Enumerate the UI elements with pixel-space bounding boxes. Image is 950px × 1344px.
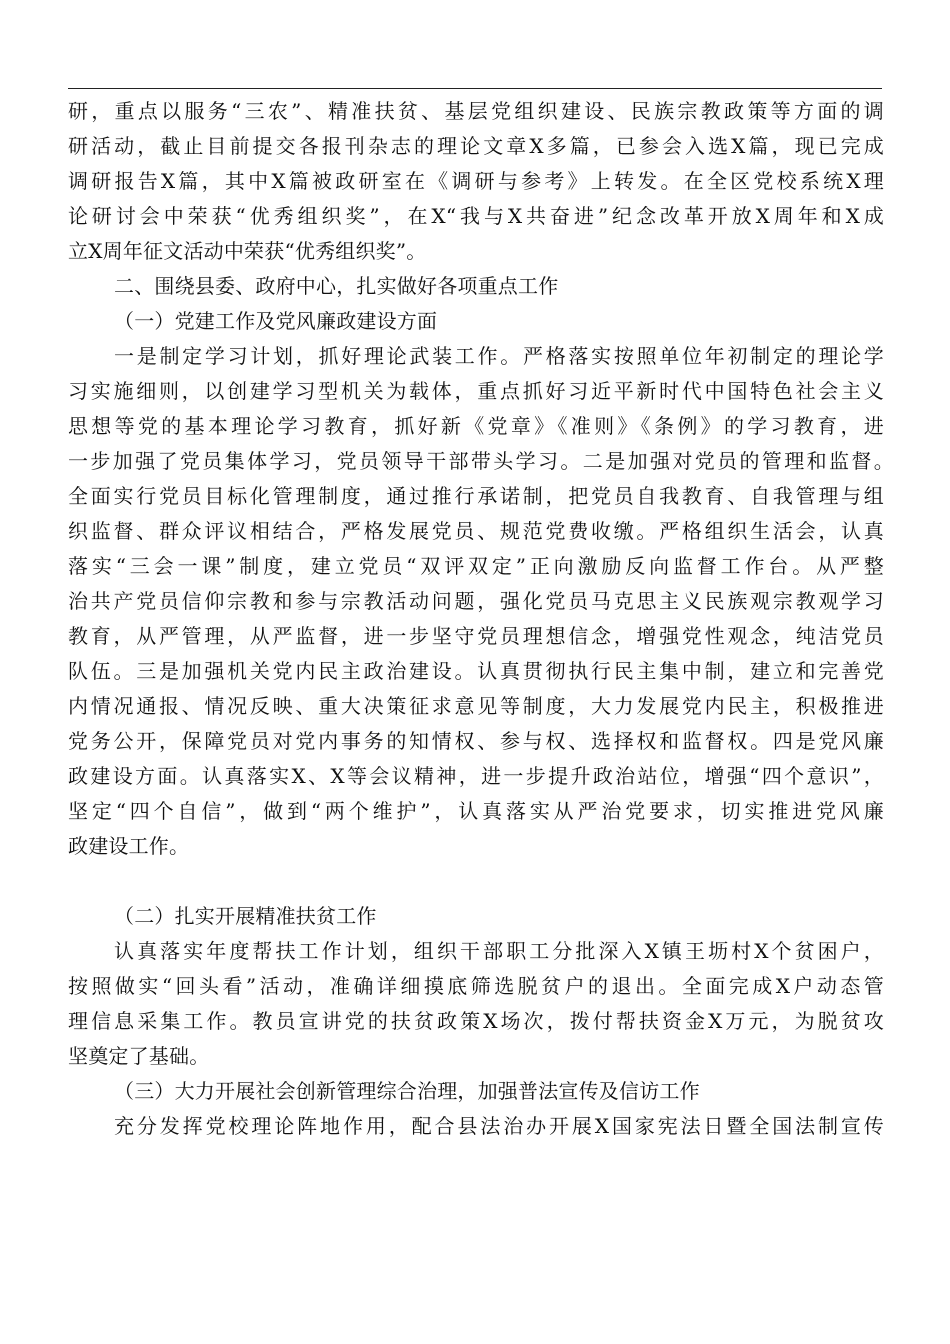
text-line: 按照做实“回头看”活动，准确详细摸底筛选脱贫户的退出。全面完成X户动态管 — [68, 974, 884, 998]
text-line: 认真落实年度帮扶工作计划，组织干部职工分批深入X镇王坜村X个贫困户， — [114, 939, 884, 963]
paragraph-gap — [68, 864, 898, 899]
text-line: 一是制定学习计划，抓好理论武装工作。严格落实按照单位年初制定的理论学 — [114, 344, 884, 368]
section-heading: 二、围绕县委、政府中心，扎实做好各项重点工作 — [114, 274, 559, 298]
text-line: 全面实行党员目标化管理制度，通过推行承诺制，把党员自我教育、自我管理与组 — [68, 484, 884, 508]
text-line: 思想等党的基本理论学习教育，抓好新《党章》《准则》《条例》的学习教育，进 — [68, 414, 884, 438]
text-line: 政建设工作。 — [68, 834, 190, 858]
subsection-heading: （一）党建工作及党风廉政建设方面 — [114, 309, 438, 333]
text-line: 理信息采集工作。教员宣讲党的扶贫政策X场次，拨付帮扶资金X万元，为脱贫攻 — [68, 1009, 884, 1033]
text-line: 政建设方面。认真落实X、X等会议精神，进一步提升政治站位，增强“四个意识”， — [68, 764, 884, 788]
text-line: 一步加强了党员集体学习，党员领导干部带头学习。二是加强对党员的管理和监督。 — [68, 449, 894, 473]
text-line: 教育，从严管理，从严监督，进一步坚守党员理想信念，增强党性观念，纯洁党员 — [68, 624, 884, 648]
text-line: 落实“三会一课”制度，建立党员“双评双定”正向激励反向监督工作台。从严整 — [68, 554, 884, 578]
text-line: 立X周年征文活动中荣获“优秀组织奖”。 — [68, 239, 427, 263]
text-line: 坚奠定了基础。 — [68, 1044, 210, 1068]
text-line: 治共产党员信仰宗教和参与宗教活动问题，强化党员马克思主义民族观宗教观学习 — [68, 589, 884, 613]
header-rule — [68, 88, 882, 89]
subsection-heading: （二）扎实开展精准扶贫工作 — [114, 904, 377, 928]
subsection-heading: （三）大力开展社会创新管理综合治理，加强普法宣传及信访工作 — [114, 1079, 700, 1103]
text-line: 队伍。三是加强机关党内民主政治建设。认真贯彻执行民主集中制，建立和完善党 — [68, 659, 884, 683]
document-body — [68, 94, 898, 1144]
text-line: 调研报告X篇，其中X篇被政研室在《调研与参考》上转发。在全区党校系统X理 — [68, 169, 884, 193]
text-line: 织监督、群众评议相结合，严格发展党员、规范党费收缴。严格组织生活会，认真 — [68, 519, 884, 543]
text-line: 内情况通报、情况反映、重大决策征求意见等制度，大力发展党内民主，积极推进 — [68, 694, 884, 718]
text-line: 研活动，截止目前提交各报刊杂志的理论文章X多篇，已参会入选X篇，现已完成 — [68, 134, 884, 158]
text-line: 习实施细则，以创建学习型机关为载体，重点抓好习近平新时代中国特色社会主义 — [68, 379, 884, 403]
text-line: 充分发挥党校理论阵地作用，配合县法治办开展X国家宪法日暨全国法制宣传 — [114, 1114, 884, 1138]
text-line: 坚定“四个自信”，做到“两个维护”，认真落实从严治党要求，切实推进党风廉 — [68, 799, 884, 823]
text-line: 党务公开，保障党员对党内事务的知情权、参与权、选择权和监督权。四是党风廉 — [68, 729, 884, 753]
text-line: 论研讨会中荣获“优秀组织奖”，在X“我与X共奋进”纪念改革开放X周年和X成 — [68, 204, 884, 228]
text-line: 研，重点以服务“三农”、精准扶贫、基层党组织建设、民族宗教政策等方面的调 — [68, 99, 884, 123]
